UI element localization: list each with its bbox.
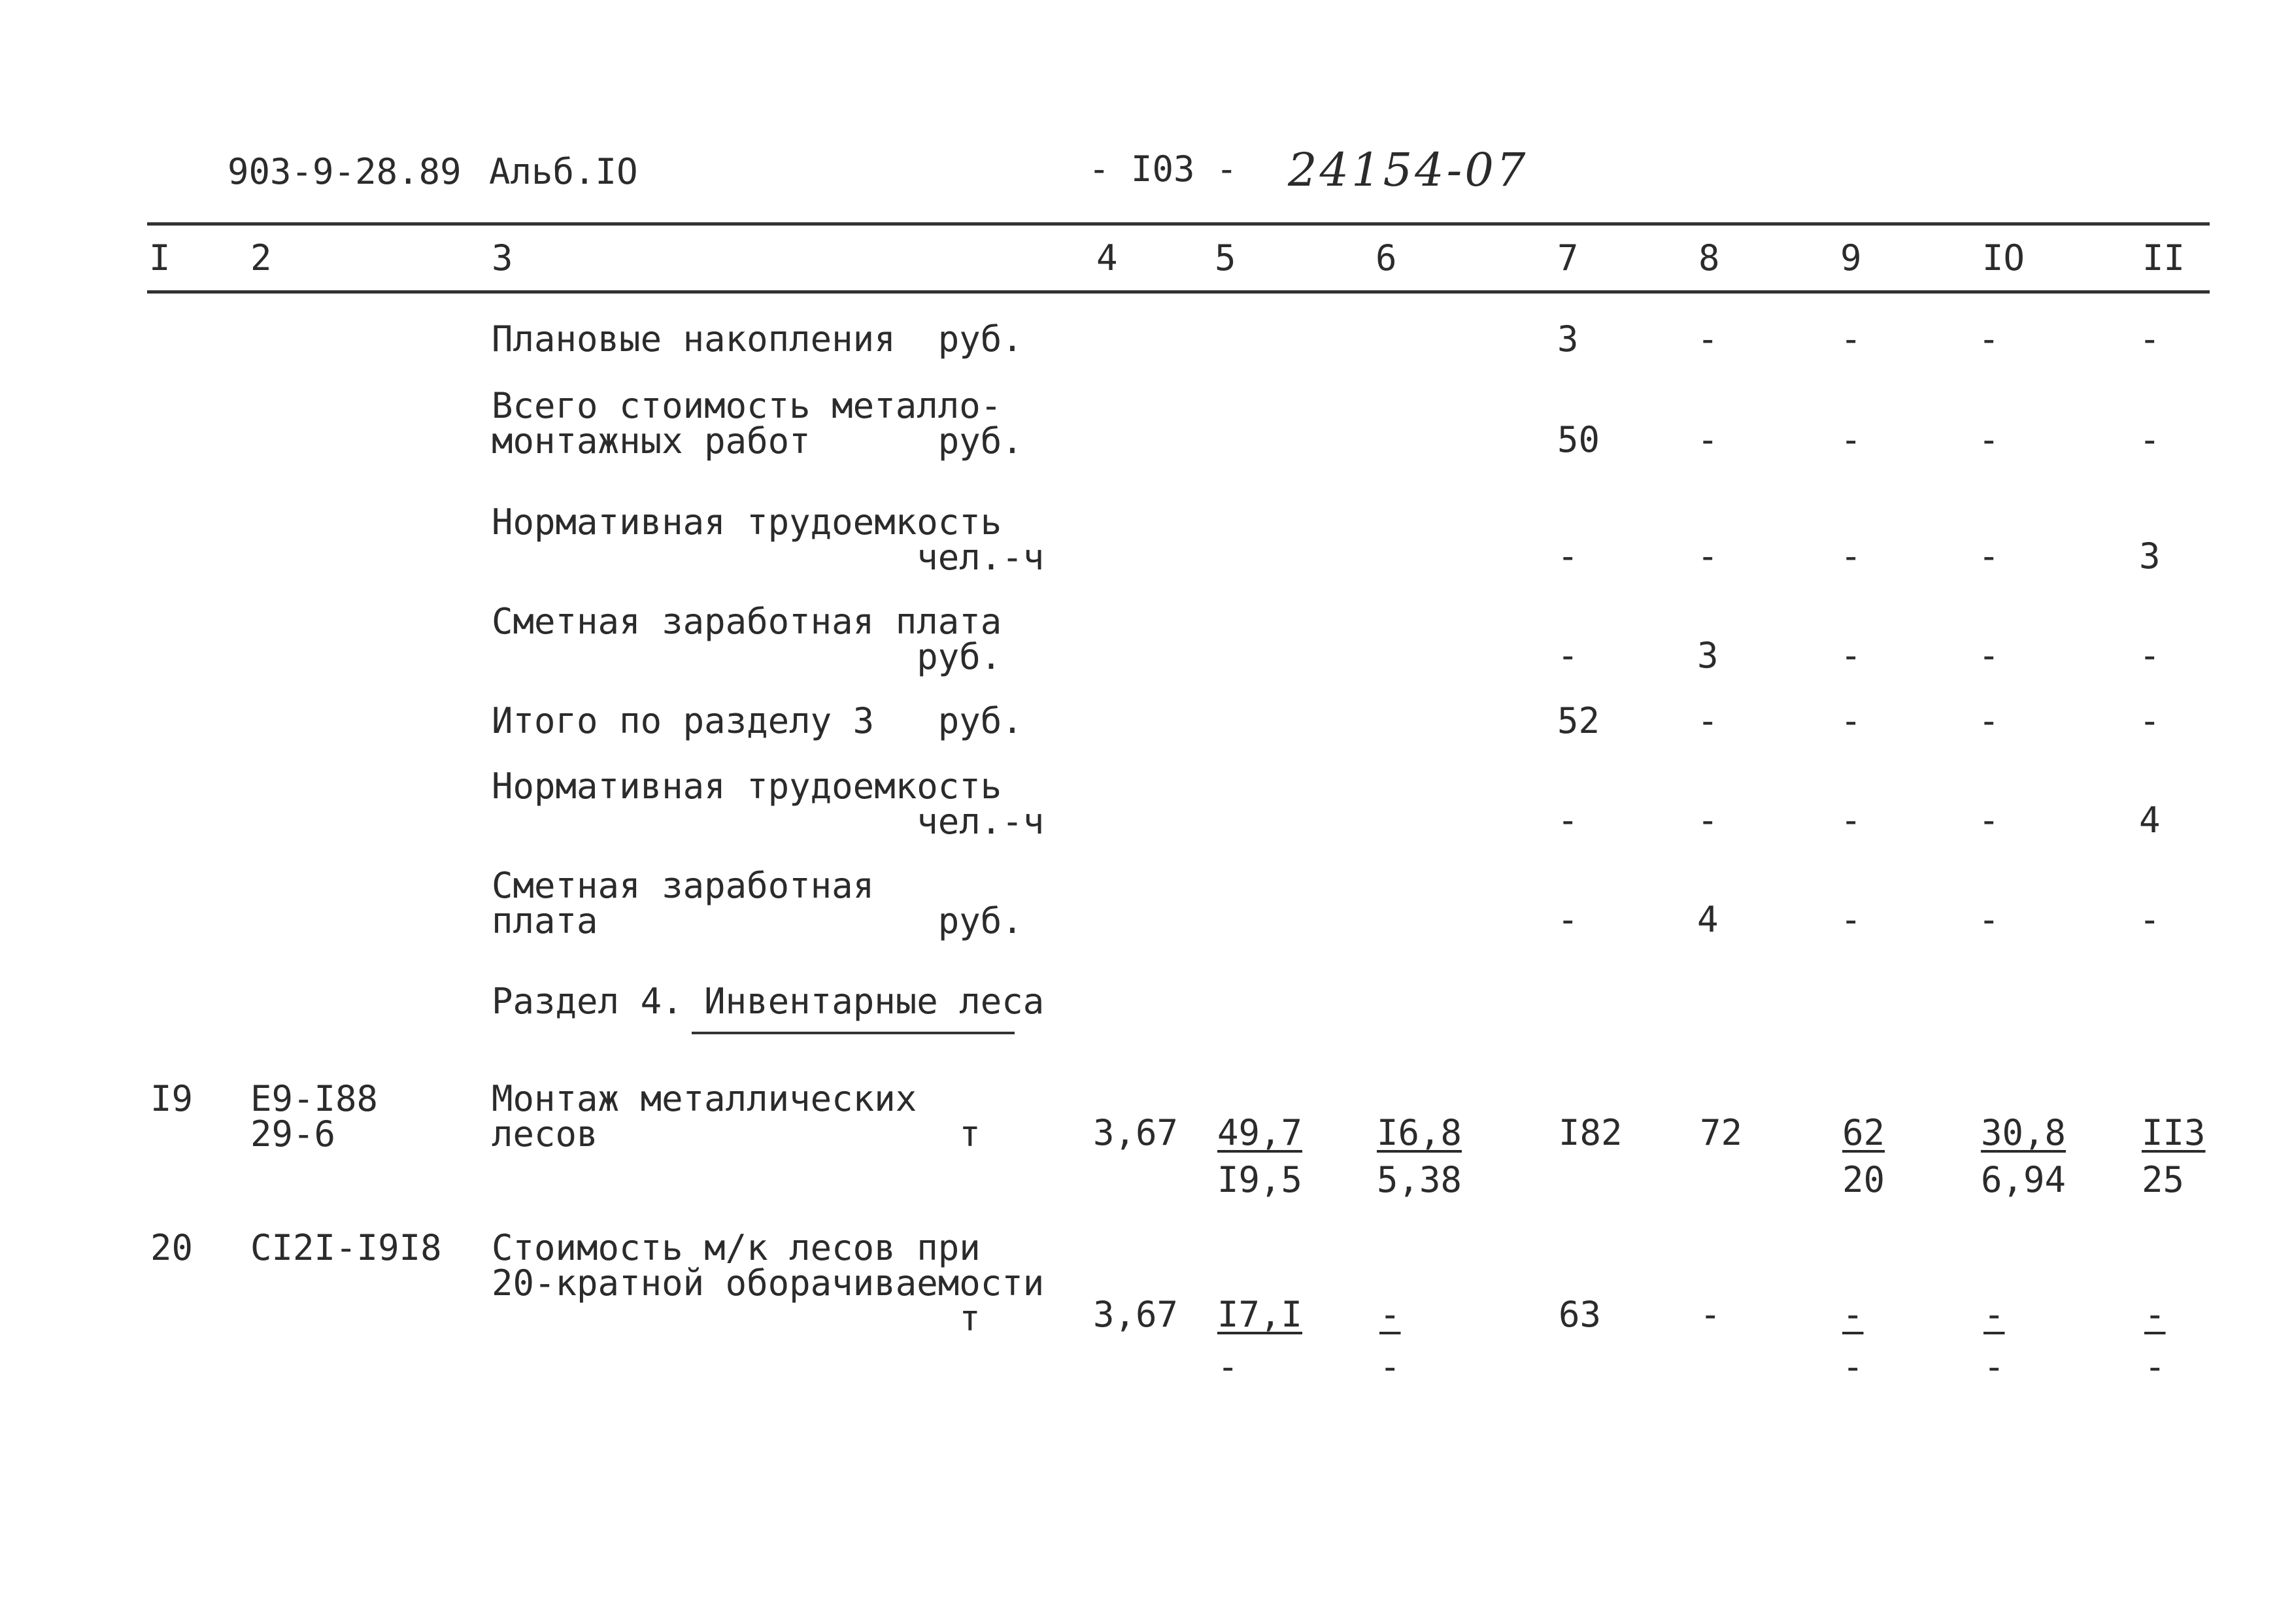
cell-col5-bottom: - [1217,1346,1239,1387]
column-number: IO [1982,237,2025,279]
cell-col6-top: I6,8 [1377,1112,1462,1153]
cell-col11: - [2139,700,2161,741]
column-number: 9 [1840,237,1862,279]
cell-col11-top: - [2144,1294,2166,1335]
cell-col10-top: - [1983,1294,2005,1335]
cell-col7: - [1557,535,1579,577]
item-number: 20 [150,1227,194,1268]
column-number: I [149,237,171,279]
page-number: - I03 - [1088,148,1238,190]
cell-quantity: 3,67 [1093,1112,1179,1153]
cell-col11: - [2139,635,2161,676]
cell-col5-bottom: I9,5 [1217,1159,1303,1200]
column-number: 5 [1215,237,1236,279]
cell-col9-bottom: 20 [1842,1159,1885,1200]
row-label: Нормативная трудоемкость чел.-ч [492,501,1045,578]
cell-col11: - [2139,318,2161,360]
album-label: Альб.IO [489,151,638,192]
cell-col8: 3 [1697,635,1719,676]
cell-col11: 4 [2139,800,2161,841]
row-label: Итого по разделу 3 руб. [492,700,1023,741]
cell-col5-top: I7,I [1217,1294,1303,1335]
cell-col11-bottom: 25 [2142,1159,2185,1200]
cell-col7: - [1557,635,1579,676]
cell-col7: - [1557,800,1579,841]
cell-col8: - [1697,419,1719,460]
cell-col7: I82 [1559,1112,1623,1153]
cell-col8: - [1697,535,1719,577]
column-number: 6 [1375,237,1397,279]
section-heading [492,981,1045,1022]
column-number: 3 [492,237,513,279]
column-number: 2 [250,237,272,279]
section-prefix: Раздел 4. [492,981,683,1022]
handwritten-number: 24154-07 [1288,143,1528,197]
cell-col9-bottom: - [1842,1346,1864,1387]
cell-quantity: 3,67 [1093,1294,1179,1335]
column-number: 4 [1096,237,1118,279]
column-number: 7 [1557,237,1579,279]
cell-col6-bottom: 5,38 [1377,1159,1462,1200]
header-bottom-rule [147,290,2210,294]
cell-col10: - [1978,535,2000,577]
cell-col7: 3 [1557,318,1579,360]
cell-col5-top: 49,7 [1217,1112,1303,1153]
top-rule [147,222,2210,226]
item-code: E9-I88 29-6 [250,1078,379,1155]
cell-col7: 63 [1559,1294,1602,1335]
cell-col10: - [1978,899,2000,940]
cell-col9: - [1840,635,1862,676]
cell-col9: - [1840,800,1862,841]
cell-col10: - [1978,318,2000,360]
cell-col10: - [1978,635,2000,676]
row-label: Плановые накопления руб. [492,318,1023,360]
cell-col11: - [2139,899,2161,940]
item-code: CI2I-I9I8 [250,1227,442,1268]
cell-col8: - [1700,1294,1721,1335]
cell-col7: 52 [1557,700,1600,741]
document-code: 903-9-28.89 [228,151,462,192]
row-label: Нормативная трудоемкость чел.-ч [492,766,1045,842]
cell-col9-top: 62 [1842,1112,1885,1153]
cell-col11-bottom: - [2144,1346,2166,1387]
cell-col9: - [1840,700,1862,741]
cell-col6-bottom: - [1379,1346,1401,1387]
cell-col9: - [1840,535,1862,577]
cell-col9-top: - [1842,1294,1864,1335]
row-label: Сметная заработная плата руб. [492,865,1023,941]
cell-col9: - [1840,318,1862,360]
cell-col8: 4 [1697,899,1719,940]
cell-col8: - [1697,800,1719,841]
cell-col11: - [2139,419,2161,460]
cell-col10-bottom: 6,94 [1981,1159,2066,1200]
cell-col11: 3 [2139,535,2161,577]
cell-col7: 50 [1557,419,1600,460]
column-number: 8 [1698,237,1720,279]
cell-col8: - [1697,700,1719,741]
cell-col8: 72 [1700,1112,1743,1153]
item-description: Стоимость м/к лесов при 20-кратной оборачиваемости т [492,1227,1045,1339]
cell-col11-top: II3 [2142,1112,2206,1153]
section-title-underline [692,1032,1015,1034]
cell-col10-bottom: - [1983,1346,2005,1387]
cell-col10: - [1978,700,2000,741]
cell-col7: - [1557,899,1579,940]
row-label: Всего стоимость металло- монтажных работ руб. [492,385,1023,462]
cell-col6-top: - [1379,1294,1401,1335]
cell-col9: - [1840,419,1862,460]
cell-col8: - [1697,318,1719,360]
section-title: Инвентарные леса [704,981,1045,1022]
cell-col9: - [1840,899,1862,940]
cell-col10-top: 30,8 [1981,1112,2066,1153]
cell-col10: - [1978,800,2000,841]
item-description: Монтаж металлических лесов т [492,1078,981,1155]
column-number: II [2142,237,2185,279]
cell-col10: - [1978,419,2000,460]
item-number: I9 [150,1078,194,1119]
row-label: Сметная заработная плата руб. [492,601,1002,677]
